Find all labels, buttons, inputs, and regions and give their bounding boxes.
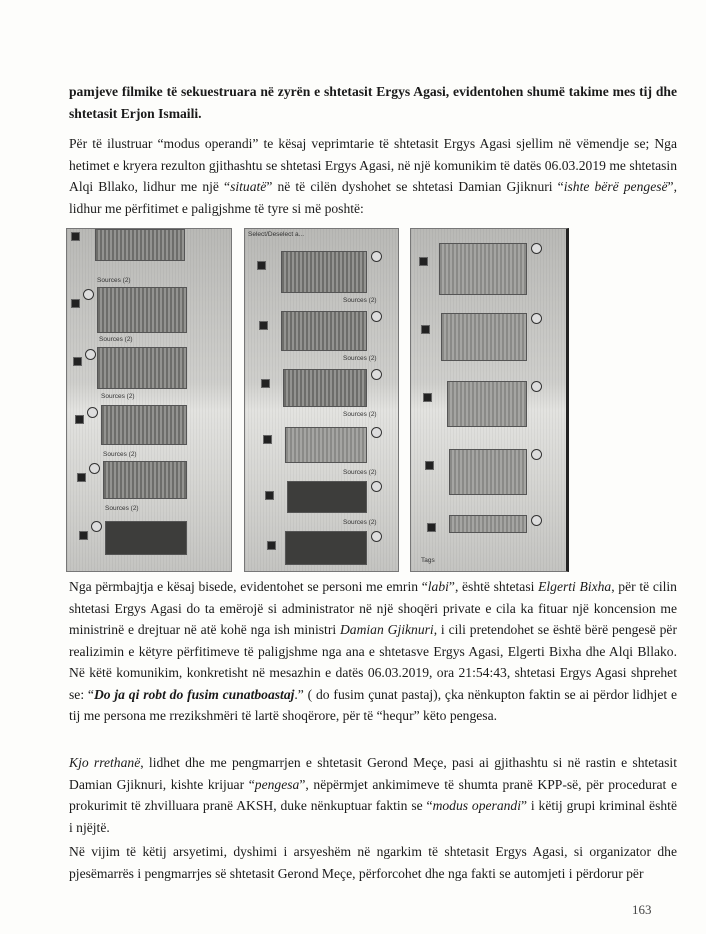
text: , i cili pretendohet se është bërë pengesë për realizimin e këtyre përfitimeve të paligjshme nga ana e shtetasve Ergys Agasi, Elgerti Bixha dhe Alqi Bllako. Në këtë komunikim, konkretisht në mesazhin e datës 06.03.2019, ora 21:54:43, shtetasi Ergys Agasi shprehet se: “ [69, 622, 677, 702]
checkbox-icon [257, 261, 266, 270]
avatar-icon [91, 521, 102, 532]
italic-text: situatë [230, 179, 267, 194]
avatar-icon [89, 463, 100, 474]
text: ” i këtij grupi kriminal është i njëjtë. [69, 798, 677, 835]
sources-label: Sources (2) [343, 469, 377, 476]
paragraph-hostage-link [69, 752, 677, 838]
message-bubble [287, 481, 367, 513]
checkbox-icon [421, 325, 430, 334]
message-bubble [285, 427, 367, 463]
checkbox-icon [73, 357, 82, 366]
sources-label: Sources (2) [103, 451, 137, 458]
avatar-icon [371, 531, 382, 542]
text: ”, nëpërmjet ankimimeve të shumta pranë KPP-së, për procedurat e prokurimit të zhvilluara pranë AKSH, duke nënkuptuar faktin se “ [69, 776, 677, 813]
message-bubble [95, 229, 185, 261]
checkbox-icon [79, 531, 88, 540]
checkbox-icon [267, 541, 276, 550]
checkbox-icon [265, 491, 274, 500]
italic-text: Kjo rrethanë [69, 755, 141, 770]
sources-label: Sources (2) [343, 355, 377, 362]
message-bubble [439, 243, 527, 295]
quoted-message: Do ja qi robt do fusim cunatboastaj [93, 686, 295, 702]
avatar-icon [371, 481, 382, 492]
paragraph-reasonable-suspicion: Në vijim të këtij arsyetimi, dyshimi i arsyeshëm në ngarkim të shtetasit Ergys Agasi, si organizator dhe pjesëmarrës i pengmarrjes së shtetasit Gerond Meçe, përforcohet dhe nga fakti se automjeti i përdorur për [69, 844, 677, 881]
avatar-icon [531, 313, 542, 324]
sources-label: Sources (2) [105, 505, 139, 512]
chat-screenshot-right [410, 228, 569, 572]
checkbox-icon [423, 393, 432, 402]
chat-screenshot-left [66, 228, 232, 572]
sources-label: Sources (2) [101, 393, 135, 400]
italic-text: labi [427, 579, 449, 594]
message-bubble [105, 521, 187, 555]
sources-label: Sources (2) [343, 411, 377, 418]
paragraph-intro: pamjeve filmike të sekuestruara në zyrën e shtetasit Ergys Agasi, evidentohen shumë takime mes tij dhe shtetasit Erjon Ismaili. [69, 84, 677, 121]
message-bubble [97, 347, 187, 389]
message-bubble [447, 381, 527, 427]
message-bubble [283, 369, 367, 407]
sources-label: Sources (2) [343, 297, 377, 304]
checkbox-icon [419, 257, 428, 266]
checkbox-icon [263, 435, 272, 444]
sources-label: Sources (2) [97, 277, 131, 284]
page-number: 163 [632, 902, 652, 917]
avatar-icon [371, 369, 382, 380]
avatar-icon [83, 289, 94, 300]
text: ” në të cilën dyshohet se shtetasi Damian Gjiknuri “ [266, 179, 564, 194]
tags-label: Tags [421, 557, 435, 564]
avatar-icon [531, 449, 542, 460]
text: Për të ilustruar “modus operandi” te kësaj veprimtarie të shtetasit Ergys Agasi sjellim në vëmendje se; Nga hetimet e kryera rezulton gjithashtu se shtetasi Ergys Agasi, në një komunikim të datës 06.03.2019 me shtetasin Alqi Bllako, lidhur me një “ [69, 136, 677, 194]
checkbox-icon [77, 473, 86, 482]
avatar-icon [371, 427, 382, 438]
avatar-icon [531, 381, 542, 392]
text: , për të cilin shtetasi Ergys Agasi do ta emërojë si administrator në një shoqëri private e cila ka fituar një koncension me ministrinë e drejtuar në atë kohë nga ish ministri [69, 579, 677, 637]
checkbox-icon [427, 523, 436, 532]
checkbox-icon [71, 232, 80, 241]
paragraph-conversation-analysis [69, 576, 677, 727]
chat-screenshot-middle [244, 228, 399, 572]
message-bubble [441, 313, 527, 361]
text: Nga përmbajtja e kësaj bisede, evidentohet se personi me emrin “ [69, 579, 428, 594]
italic-text: Elgerti Bixha [538, 579, 612, 594]
sources-label: Sources (2) [343, 519, 377, 526]
checkbox-icon [259, 321, 268, 330]
message-bubble [449, 449, 527, 495]
message-bubble [281, 311, 367, 351]
text: ”, është shtetasi [448, 579, 539, 594]
message-bubble [449, 515, 527, 533]
message-bubble [103, 461, 187, 499]
avatar-icon [371, 251, 382, 262]
text: ”, lidhur me përfitimet e paligjshme të tyre si më poshtë: [69, 179, 677, 216]
message-bubble [101, 405, 187, 445]
text: .” ( do fusim çunat pastaj), çka nënkupton faktin se ai përdor lidhjet e tij me persona me rrezikshmëri të lartë shoqërore, për të “hequr” këto pengesa. [69, 686, 677, 723]
select-deselect-label: Select/Deselect a... [248, 231, 304, 238]
avatar-icon [531, 515, 542, 526]
italic-text: modus operandi [432, 798, 522, 813]
message-bubble [97, 287, 187, 333]
paragraph-modus-operandi [69, 133, 677, 219]
message-bubble [281, 251, 367, 293]
sources-label: Sources (2) [99, 336, 133, 343]
avatar-icon [531, 243, 542, 254]
italic-text: pengesa [254, 776, 300, 792]
text: , lidhet dhe me pengmarrjen e shtetasit Gerond Meçe, pasi ai gjithashtu si në rastin e shtetasit Damian Gjiknuri, kishte krijuar “ [69, 755, 677, 792]
checkbox-icon [75, 415, 84, 424]
checkbox-icon [425, 461, 434, 470]
checkbox-icon [71, 299, 80, 308]
avatar-icon [85, 349, 96, 360]
message-bubble [285, 531, 367, 565]
italic-text: ishte bërë pengesë [563, 179, 668, 194]
avatar-icon [87, 407, 98, 418]
italic-text: Damian Gjiknuri [339, 622, 434, 637]
checkbox-icon [261, 379, 270, 388]
avatar-icon [371, 311, 382, 322]
